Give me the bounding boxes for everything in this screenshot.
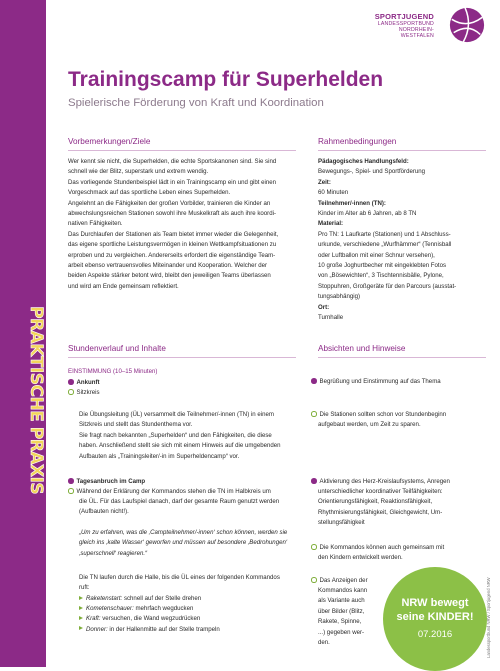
rahmen-value: Kinder im Alter ab 6 Jahren, ab 8 TN [318,210,417,218]
divider-left-1 [68,150,296,151]
text-line: den Kindern entwickelt werden. [318,554,403,561]
text-line: den. [318,639,330,647]
filled-bullet-icon [68,379,74,385]
command-desc: in der Hallenmitte auf der Stelle trampeln [107,625,220,633]
text-line: ‚superschnell‘ reagieren.“ [79,549,148,557]
text-line: als Variante auch [318,597,365,605]
sportjugend-logo [376,5,494,45]
ring-bullet-icon [311,544,317,550]
hint-text: Das Anzeigen der [319,577,368,584]
text-line: Während der Erklärung der Kommandos stehen die TN im Halbkreis um [76,488,271,495]
command-desc: mehrfach wegducken [133,605,194,613]
command-list [79,594,220,635]
practice-stamp-graphic [10,300,46,500]
rahmen-value: 10 große Joghurtbecher mit eingeklebten Fotos [318,262,447,270]
hint-row-5 [311,576,368,586]
triangle-bullet-icon [79,626,83,630]
hint-row-1 [311,377,441,387]
list-item [79,614,220,624]
triangle-bullet-icon [79,606,83,610]
rahmen-value: 60 Minuten [318,189,349,197]
left-sidebar [0,0,46,667]
command-name: Raketenstart: [86,595,123,602]
text-line: beiden Aspekte stärker betont wird, bleibt den jeweiligen Teams überlassen [68,272,271,280]
badge-date: 07.2016 [417,629,453,640]
divider-left-2 [68,357,296,358]
list-item [79,594,220,604]
hint-text: Aktivierung des Herz-Kreislaufsystems, Anregen [319,478,450,485]
text-line: gleich ins ‚kalte Wasser‘ geworfen und müssen auf besondere ‚Bedrohungen‘ [79,539,288,547]
stamp-text: PRAKTISCHE PRAXIS [26,306,46,495]
hint-text: Die Kommandos können auch gemeinsam mit [319,544,445,551]
text-line: (Aufbauten nicht!). [79,508,129,516]
hint-5-continued [318,586,367,648]
hint-row-4 [311,543,444,553]
logo-line-1: SPORTJUGEND [374,12,434,21]
filled-bullet-icon [68,478,74,484]
text-line: schnell wie der Blitz, superstark und extrem wendig. [68,168,209,176]
rahmen-label: Pädagogisches Handlungsfeld: [318,158,409,165]
hint-text: Begrüßung und Einstimmung auf das Thema [319,378,441,385]
divider-right-1 [318,150,486,151]
logo-line-2: LANDESSPORTBUND [377,20,434,27]
credit-text: Landessportbund NRW / Sportjugend NRW [486,577,491,658]
ring-bullet-icon [311,577,317,583]
text-line: aufgebaut werden, um Zeit zu sparen. [318,421,421,428]
rahmen-value: urkunde, verschiedene „Wurfhämmer“ (Tennisball [318,241,452,249]
text-line: Vorgeschmack auf das sportliche Leben eines Superhelden. [68,189,231,197]
text-line: Orientierungsfähigkeit, Reaktionsfähigkeit, [318,498,433,506]
rahmenbedingungen-list [318,157,456,324]
triangle-bullet-icon [79,596,83,600]
rahmen-value: tungsabhängig) [318,293,361,301]
vorbemerkungen-text [68,157,278,292]
heading-vorbemerkungen: Vorbemerkungen/Ziele [68,137,151,146]
logo-wordmark [375,13,434,40]
rahmen-label: Ort: [318,303,330,311]
hint-text: Die Stationen sollten schon vor Stundenbeginn [319,411,447,418]
sitzkreis-label: Sitzkreis [76,389,100,396]
command-desc: schnell auf der Stelle drehen [122,595,202,602]
hint-row-3 [311,477,450,487]
sitzkreis-row [68,388,100,398]
rahmen-value: Stoppuhren, Großgeräte für den Parcours (ausstat- [318,282,457,290]
text-line: abwechslungsreichen Stationen sowohl ihre Muskelkraft als auch ihre koordi- [68,210,276,218]
page-subtitle: Spielerische Förderung von Kraft und Koordination [68,97,324,109]
logo-ball-icon [448,6,486,44]
hint-4-continued [318,553,403,563]
heading-rahmenbedingungen: Rahmenbedingungen [318,137,397,146]
rahmen-value: Pro TN: 1 Laufkarte (Stationen) und 1 Abschluss- [318,230,451,238]
text-line: unterschiedlicher koordinativer Teilfähigkeiten: [318,488,443,495]
text-line: Sie fragt nach bekannten „Superhelden“ und den Fähigkeiten, die diese [79,431,272,439]
page-title: Trainingscamp für Superhelden [68,68,384,91]
filled-bullet-icon [311,478,317,484]
nrw-bewegt-badge [383,567,487,671]
ankunft-row [68,378,100,388]
rahmen-label: Zeit: [318,178,331,186]
text-line: Wer kennt sie nicht, die Superhelden, die echte Sportskanonen sind. Sie sind [68,158,277,165]
hint-row-2 [311,410,446,420]
paragraph-kommandos [79,573,280,594]
badge-line-2: seine KINDER! [396,611,474,623]
einstimmung-label: EINSTIMMUNG (10–15 Minuten) [68,368,158,375]
rahmen-label: Material: [318,220,344,228]
text-line: Die Übungsleitung (ÜL) versammelt die Teilnehmer/-innen (TN) in einem [79,411,274,418]
text-line: Das vorliegende Stundenbeispiel lädt in ein Trainingscamp ein und gibt einen [68,178,277,186]
text-line: Sitzkreis und stellt das Stundenthema vor. [79,421,193,429]
rahmen-value: von „Bösewichten“, 3 Tischtennisbälle, Pylone, [318,272,444,280]
rahmen-value: Bewegungs-, Spiel- und Sportförderung [318,168,426,176]
rahmen-value: Turnhalle [318,314,344,322]
ring-bullet-icon [311,411,317,417]
ankunft-label: Ankunft [76,379,100,386]
text-line: ...) gegeben wer- [318,628,365,636]
text-line: Angelehnt an die Fähigkeiten der großen Vorbilder, trainieren die Kinder an [68,199,271,207]
text-line: die ÜL. Für das Laufspiel danach, darf der gesamte Raum genutzt werden [79,498,280,505]
logo-line-3: NORDRHEIN-WESTFALEN [398,26,434,39]
text-line: ruft: [79,584,90,592]
divider-right-2 [318,357,486,358]
text-line: Kommandos kann [318,587,368,594]
text-line: haben. Anschließend stellt sie sich mit einem Hinweis auf die umgebenden [79,442,281,450]
paragraph-tagesanbruch-first [68,487,271,497]
heading-stundenverlauf: Stundenverlauf und Inhalte [68,344,166,353]
text-line: das eigene sportliche Leistungsvermögen in kleinen Wettkampfsituationen zu [68,241,277,249]
paragraph-tagesanbruch [79,497,279,518]
badge-line-1: NRW bewegt [401,597,469,609]
ring-bullet-icon [68,488,74,494]
vertical-credit [483,520,493,660]
text-line: arbeit ebenso vertrauensvolles Miteinander und Kooperation. Welcher der [68,262,268,270]
tagesanbruch-label: Tagesanbruch im Camp [76,478,146,485]
text-line: nativen Fähigkeiten. [68,220,123,228]
command-name: Kraft: [86,615,101,623]
filled-bullet-icon [311,378,317,384]
quote-text [79,528,287,559]
command-desc: versuchen, die Wand wegzudrücken [100,615,201,623]
ring-bullet-icon [68,389,74,395]
hint-2-continued [318,420,421,430]
rahmen-label: Teilnehmer/-innen (TN): [318,199,386,207]
text-line: und wird am Ende gemeinsam reflektiert. [68,282,179,290]
triangle-bullet-icon [79,616,83,620]
text-line: Das Durchlaufen der Stationen als Team bietet immer wieder die Gelegenheit, [68,230,279,238]
hint-3-continued [318,487,443,529]
tagesanbruch-row [68,477,145,487]
text-line: erproben und zu vergleichen. Andererseits erfordert die eigenständige Team- [68,251,276,259]
text-line: Rakete, Spinne, [318,618,362,626]
paragraph-sitzkreis [79,410,281,462]
text-line: über Bilder (Blitz, [318,607,365,615]
text-line: stellungsfähigkeit [318,519,365,527]
list-item [79,625,220,635]
text-line: Aufbauten als „Trainingsleiter/-in im Superheldencamp“ vor. [79,452,240,460]
text-line: Die TN laufen durch die Halle, bis die ÜL eines der folgenden Kommandos [79,574,280,581]
text-line: Rhythmisierungsfähigkeit, Gleichgewicht, Um- [318,508,443,516]
list-item [79,604,220,614]
command-name: Donner: [86,625,108,633]
text-line: „Um zu erfahren, was die ‚Campteilnehmer/-innen‘ schon können, werden sie [79,529,288,536]
command-name: Kometenschauer: [86,605,134,613]
heading-absichten: Absichten und Hinweise [318,344,406,353]
rahmen-value: oder Luftballon mit einer Schnur versehen), [318,251,435,259]
